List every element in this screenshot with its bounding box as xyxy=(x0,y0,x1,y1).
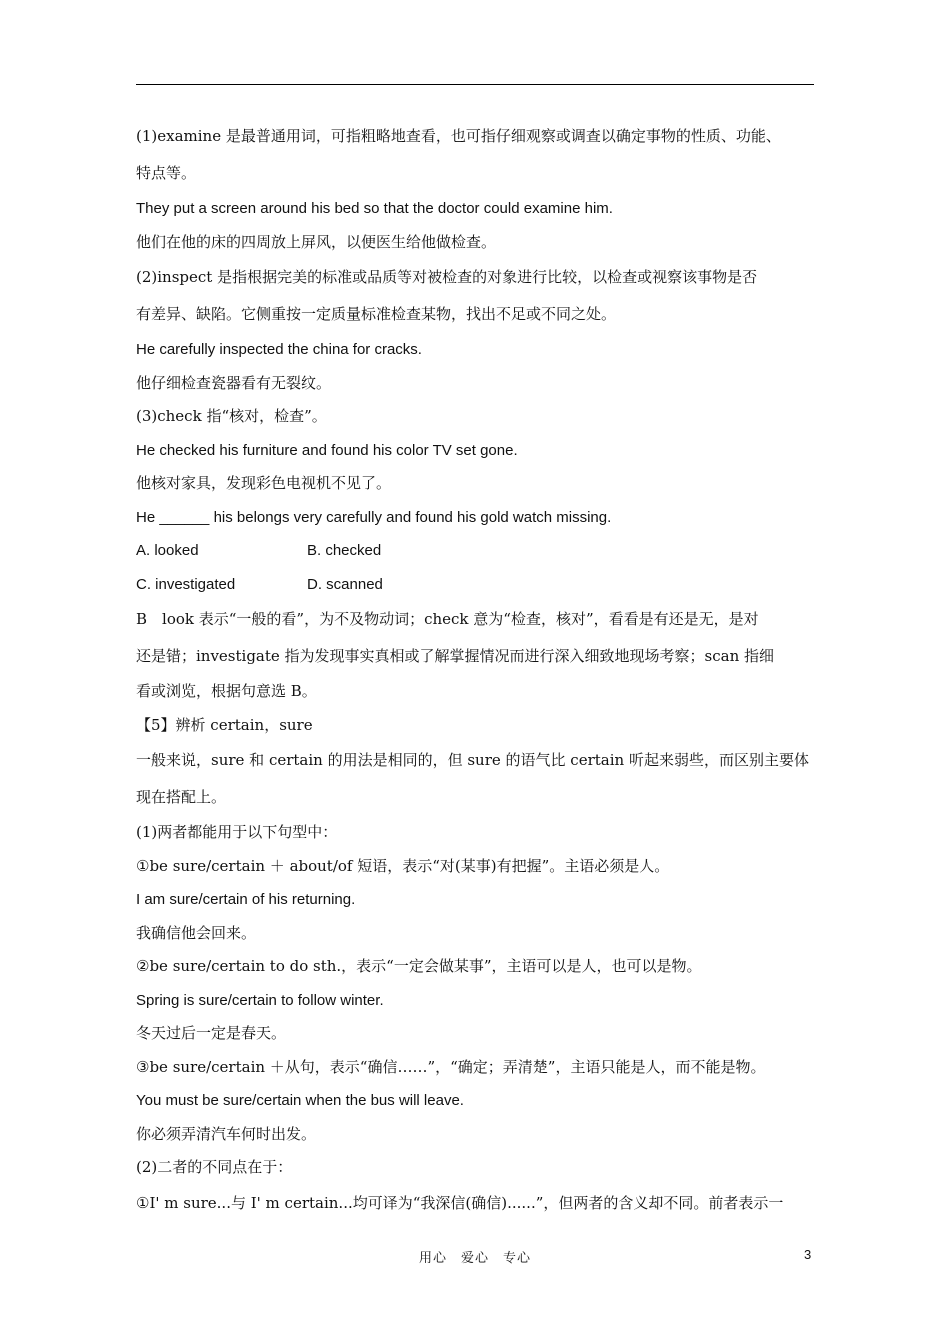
text-line: ②be sure/certain to do sth.，表示“一定会做某事”，主语可以是人，也可以是物。 xyxy=(136,957,702,975)
text-line: They put a screen around his bed so that the doctor could examine him. xyxy=(136,200,613,217)
text-line: You must be sure/certain when the bus will leave. xyxy=(136,1092,464,1109)
header-rule xyxy=(136,84,814,85)
text-line: 他们在他的床的四周放上屏风，以便医生给他做检查。 xyxy=(136,232,497,251)
text-line: He carefully inspected the china for cracks. xyxy=(136,341,422,358)
text-line: 特点等。 xyxy=(136,164,197,182)
text-line: ③be sure/certain ＋从句，表示“确信……”，“确定；弄清楚”，主语只能是人，而不能是物。 xyxy=(136,1057,766,1076)
text-line: He ______ his belongs very carefully and found his gold watch missing. xyxy=(136,508,612,526)
answer-option: B. checked xyxy=(307,542,382,559)
text-line: 还是错；investigate 指为发现事实真相或了解掌握情况而进行深入细致地现场考察；scan 指细 xyxy=(136,647,775,665)
answer-option: D. scanned xyxy=(307,575,383,593)
text-block-2 xyxy=(136,601,816,1222)
page-content xyxy=(136,118,816,1222)
text-line: (2)二者的不同点在于： xyxy=(136,1158,293,1176)
text-line: 他仔细检查瓷器看有无裂纹。 xyxy=(136,373,332,392)
answer-option: C. investigated xyxy=(136,575,236,593)
text-line: 你必须弄清汽车何时出发。 xyxy=(136,1124,317,1143)
text-line: (2)inspect 是指根据完美的标准或品质等对被检查的对象进行比较，以检查或视察该事物是否 xyxy=(136,268,758,286)
footer-motto: 用心 爱心 专心 xyxy=(418,1251,531,1266)
text-line: (1)两者都能用于以下句型中： xyxy=(136,823,338,841)
text-line: 一般来说，sure 和 certain 的用法是相同的，但 sure 的语气比 certain 听起来弱些，而区别主要体 xyxy=(136,751,809,769)
option-row xyxy=(136,568,816,602)
text-line: 现在搭配上。 xyxy=(136,788,227,806)
text-block-1 xyxy=(136,118,816,534)
text-line: 有差异、缺陷。它侧重按一定质量标准检查某物，找出不足或不同之处。 xyxy=(136,305,617,323)
text-line: (3)check 指“核对，检查”。 xyxy=(136,407,327,425)
text-line: I am sure/certain of his returning. xyxy=(136,891,356,908)
text-line: Spring is sure/certain to follow winter. xyxy=(136,991,384,1009)
text-line: He checked his furniture and found his color TV set gone. xyxy=(136,441,518,459)
text-line: B look 表示“一般的看”，为不及物动词；check 意为“检查，核对”，看看是有还是无，是对 xyxy=(136,610,759,628)
page-number: 3 xyxy=(804,1247,812,1262)
text-line: (1)examine 是最普通用词，可指粗略地查看，也可指仔细观察或调查以确定事物的性质、功能、 xyxy=(136,127,781,145)
text-line: ①I' m sure...与 I' m certain...均可译为“我深信(确信)......”，但两者的含义却不同。前者表示一 xyxy=(136,1193,784,1212)
answer-options xyxy=(136,534,816,601)
option-row xyxy=(136,534,816,568)
text-line: 我确信他会回来。 xyxy=(136,923,257,942)
text-line: 【5】辨析 certain，sure xyxy=(136,715,313,734)
text-line: 看或浏览，根据句意选 B。 xyxy=(136,682,317,700)
answer-option: A. looked xyxy=(136,542,199,559)
text-line: 冬天过后一定是春天。 xyxy=(136,1024,287,1042)
text-line: 他核对家具，发现彩色电视机不见了。 xyxy=(136,474,392,492)
text-line: ①be sure/certain ＋ about/of 短语，表示“对(某事)有把握”。主语必须是人。 xyxy=(136,856,670,875)
